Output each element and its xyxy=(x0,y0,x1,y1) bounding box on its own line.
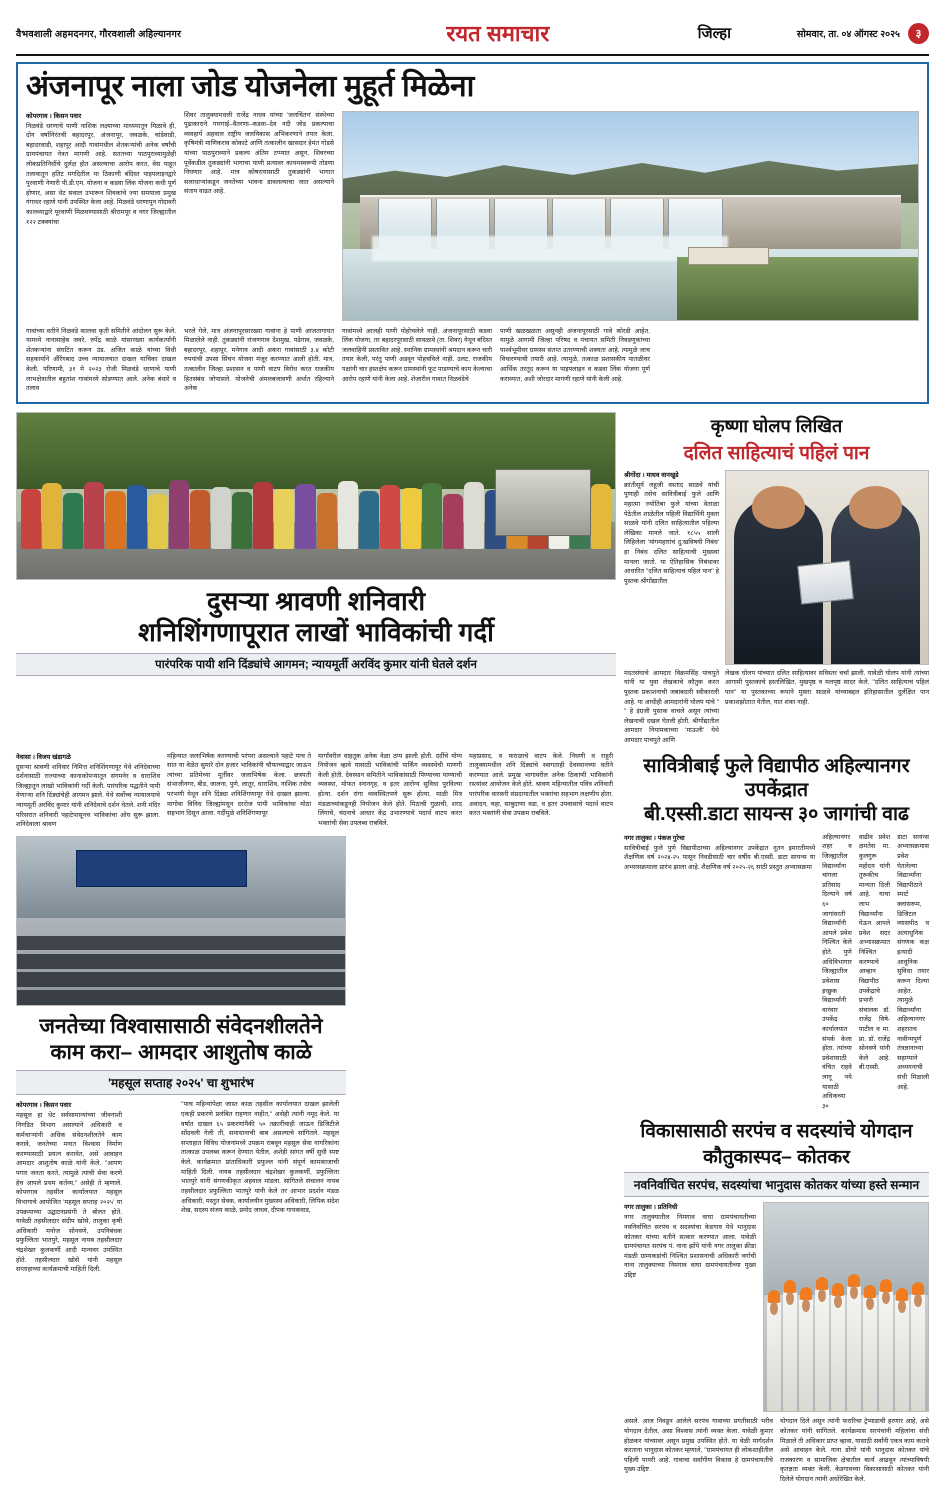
shani-text-block xyxy=(16,752,616,1485)
janata-subhead: 'महसूल सप्ताह २०२५' चा शुभारंभ xyxy=(16,1070,346,1095)
audience-rows xyxy=(17,914,345,1005)
audience-row xyxy=(17,990,345,1005)
person xyxy=(895,1296,909,1411)
turban xyxy=(912,1282,924,1295)
face-right xyxy=(849,486,902,528)
powerhouse-building xyxy=(688,247,769,266)
vikas-headline: विकासासाठी सरपंच व सदस्यांचे योगदान कौतुकास्पद– कोतकर xyxy=(640,1121,913,1169)
savitri-text-3: वाढीव प्रवेश क्षमतेस मा. कुलगुरू महोदय यांनी तुरूकीच मान्यता दिली आहे. याचा लाभ विद्यार्थ्यांना घेऊन आपले प्रवेश सदर अभ्यासक्रमात निश्चित करण्याचे आव्हान विद्यापीठ उपकेंद्राचे प्रभारी संचालक डॉ. राजेंद्र विषे- पाटील व मा. प्रा. डॉ. राजेंद्र सोनवणे यांनी केले आहे. बी.एस्सी. xyxy=(858,833,891,1072)
person xyxy=(401,488,421,549)
head xyxy=(818,1289,826,1302)
turban xyxy=(880,1279,892,1292)
person xyxy=(211,487,231,549)
krishna-byline: श्रीगोंदा । माधव वानखुडे xyxy=(624,471,679,479)
person xyxy=(464,482,484,549)
person xyxy=(359,491,379,549)
head xyxy=(770,1302,778,1315)
water-foam xyxy=(372,236,729,261)
person xyxy=(422,483,442,548)
krishna-headline-line1: कृष्णा घोलप लिखित xyxy=(710,415,843,436)
person xyxy=(443,494,463,549)
shani-text-4: महाप्रसाद, व फराळाचे वाटप केले. निधणी व राहुरी तालुक्यामधील शनि दिंड्यांचे स्वागताही देवस्थानच्या वतीने करण्यात आले. प्रमुख भागावरील अनेक ठिकाणी भाविकांनी रस्त्यांवर आयोजन केले होते. श्रावण महिन्यातील पवित्र शनिवारी पारंपरिक वारकरी संप्रदायातील भक्तांचा सहभाग लक्षणीय होता. अवादन, चहा, साबुदाणा वडा, व इतर उपवासाचे पदार्थ वाटप करत भक्तांनी सेवा उपक्रम राबविले. xyxy=(469,752,613,818)
savitri-headline-line2: बी.एस्सी.डाटा सायन्स ३० जागांची वाढ xyxy=(644,803,909,826)
person xyxy=(253,482,273,548)
person xyxy=(380,485,400,549)
person xyxy=(127,485,147,549)
krishna-text-3: लेखक घोलप यांच्यात दलित साहित्यावर सविस्तर चर्चा झाली. यावेळी घोलप यांनी त्यांच्या आगामी पुस्तकाचे हस्तलिखित, मुखपृष्ठ व मलपृष्ठ सादर केले. ''दलित साहित्याचं पहिलं पान'' या पुस्तकाच्या रूपाने मुक्ता साळवे यांच्याबद्दल इतिहासातील दुर्लक्षित पान प्रकाशझोतात येतील, यात शंका नाही. xyxy=(725,669,929,706)
section-label: जिल्हा xyxy=(697,25,731,42)
newspaper-title: रयत समाचार xyxy=(446,21,550,46)
savitri-text-1: सावित्रीबाई फुले पुणे विद्यापीठाच्या अहिल्यानगर उपकेंद्रात नूतन इमारतीमध्ये शैक्षणिक वर्ष २०२४-२५ पासून निवडीसाठी चार वर्षीय बी.एस्सी. डाटा सायन्स या अभ्यासक्रमाला प्रारंभ झाला आहे. शैक्षणिक वर्ष २०२५-२६ साठी प्रस्तुत अभ्यासक्रमा xyxy=(624,844,816,871)
shani-subhead: पारंपरिक पायी शनि दिंड्यांचे आगमन; न्यायमूर्ती अरविंद कुमार यांनी घेतले दर्शन xyxy=(16,653,616,676)
turban xyxy=(800,1287,812,1300)
person xyxy=(84,482,104,549)
anjanapur-text-5: गावांमध्ये आजही पाणी पोहोचलेले नाही. अंजनापूरसाठी कडवा लिंक योजना, तर बहादरपूरसाठी सावळावे (ता. शिवर) येथून बंदिस्त जलवाहिनी प्रस्तावित आहे. स्थानिक ग्रामस्थांनी श्रमदान करून चारी तयार केली, परंतु पाणी अडवून पोहचविले नाही. उलट, राजकीय पक्षांनी चार हस्तक्षेप करून ग्रामस्थांनी फूट पाडण्याचे काम केल्याचा आरोप रहाणे यांनी केला आहे. शेजारील गावात निळवंडेचे xyxy=(342,327,492,383)
head xyxy=(786,1292,794,1305)
shani-text-2: महिन्यात जलाभिषेक करण्याची परंपरा असल्याने पहाटे पाच ते सात या वेळेत सुमारे दोन हजार भाविकांनी चौफाच्याद्वार जाऊन त्यांच्या प्रतिमेच्या मूर्तीवर जलाभिषेक केला. छत्रपती संभाजीनगर, बीड, जालना, पुणे, लातूर, धाराशिव, नाशिक तसेच परभणी येथून शनि दिंड्या शनिशिंगणापूर येथे दाखल झाल्या. मागोवा विविध जिल्ह्यांमधून दररोज पायी भाविकांचा मोठा सहभाग दिसून आला. गर्दीमुळे शनिशिंगणापूर xyxy=(167,752,311,818)
row-shani-savitri xyxy=(16,752,929,1485)
savitri-text-2: अहिल्यानगर शहर व जिल्ह्यातील विद्यार्थ्यांना चांगला प्रतिसाद दिल्याने वर्ष ६० जागांवरती विद्यार्थ्यांनी आपले प्रवेश निश्चित केले होते. पुणे अधिविभागार जिल्ह्यातील प्रवेशास इच्छुक विद्यार्थ्यांनी वारंवार उपकेंद्र कार्यालयात संपर्क केला होता. त्यांच्या प्रवेशासाठी वंचित राहवे लागू नये यासाठी अधिकच्या ३० xyxy=(822,833,852,1110)
head xyxy=(866,1297,874,1310)
vikas-text-1: नगर तालुक्यातील निमगाव वाघा ग्रामपंचायतीच्या नवनिर्वाचित सरपंच व सदस्यांचा केडगाव येथे भानुदास कोतकर यांच्या वतीने सत्कार करण्यात आला. यावेळी ग्रामपंचायत सरपंच पं. नाना झोंपे यांनी नगर तालुका क्रीडा मंडळी ग्राम्यकडांची निश्चित प्रशासनाची अधिकारी वर्गाची नाना तालुक्याच्या निमगाव वाघा ग्रामपंचायतीच्या मुख्य उद्दिष्ट xyxy=(624,1214,756,1280)
janata-headline-line2: काम करा– आमदार आशुतोष काळे xyxy=(50,1041,312,1065)
anjanapur-text-1: निळवंडे धरणाचे पाणी नाशिक लक्ष्याच्या माध्यमातून मिळावे ही, दोन वर्षानिरंतची बहादरपूर, अंजनापूर, जवळके, चांडेवाडी, बहादरवाडी, शहापूर आदी गावांमधील शेतकऱ्यांची अनेक वर्षांची ग्रामपंचायत नेत्रत मागणी आहे. सततच्या पाठपुराव्यामुळेही लोकप्रतिनिधींचे दुर्लक्ष होत असल्याचा आरोप करत, वेस पाहूत तलावातून हतिट मगदितील या ठिकाणी बंदिस्त पाइपलाइनद्वारे पुरवाणी नेणारी पी.डी.एम. योजना व कडवा लिंक योजना कधी पूर्ण होणार, असा थेट सवाल उभारून शिवकांचे ज्या समयाला प्रमुख गंगाधर रहाणे यांनी उपस्थित केला आहे. मिळवंडे धरणापून गोदावरी कालव्याद्वारे पूरवाणी मिळवण्यासाठी श्रीरामपूर व नगर जिल्ह्यातील १२२ टक्क्यांचा xyxy=(26,122,176,226)
person xyxy=(338,481,358,549)
person xyxy=(317,493,337,549)
page-number-badge: ३ xyxy=(908,23,929,44)
turban xyxy=(768,1290,780,1303)
janata-text-1: महसूल हा थेट सर्वसामान्यांच्या जीवनाशी निगडित विभाग असल्याने अधिकारी व कर्मचाऱ्यांनी अधिक संवेदनशीलतेने काम करावे, जनतेच्या मनात विश्वास निर्माण करण्यासाठी प्रयत्न करावेत, असे आवाहन आमदार आशुतोष काळे यांनी केले. ''आपण पगार जनता करते, त्यामुळे त्यांची सेवा करणे हेच आपले प्रथम कर्तव्य,'' असेही ते म्हणाले. कोपरगाव तहसील कार्यालयात महसूल विभागाचे आयोजित 'महसूल सप्ताह २०२५' या उपक्रमाच्या उद्घाटनप्रसंगी ते बोलत होते. यावेळी तहसीलदार संदीप खोसे, तालुका कृषी अधिकारी मनोज सोनवणे, उपनिबंधक प्रफुल्लिता भातपुरे, महसूल नायब तहसीलदार चंद्रशेखर कुलकर्णी आदी मान्यवर उपस्थित होते. तहसीलदार खोसे यांनी महसूल सप्ताहाच्या कार्यक्रमाची माहिती दिली. xyxy=(16,1112,122,1274)
janata-column-1 xyxy=(16,1100,174,1274)
row-procession-krishna xyxy=(16,412,929,746)
person xyxy=(232,492,252,549)
anjanapur-text-4: भरले गेले, मात्र अंजनापूरसारख्या गावांना हे पाणी आजतागायत मिळालेले नाही. तुकड्यांनी रांजणगाव देशमुख, पढेगाव, जवळके, बहादरपूर, शहापूर, मनेगाव आदी अकरा गावांसाठी ३.४ कोटी रुपयांची उपसा सिंचन योजना मंजूर करण्यात आली होती. मात्र, तत्कालीन जिल्हा प्रशासन व पाणी वाटप विरोध करत राजकीय हितसंबंध जोपासले. योजनेची अंमलबजावणी अर्थात रहिल्याने अनेक xyxy=(184,327,334,393)
truck xyxy=(495,469,591,535)
vikas-subhead: नवनिर्वाचित सरपंच, सदस्यांचा भानुदास कोतकर यांच्या हस्ते सन्मान xyxy=(624,1172,929,1197)
krishna-headline-line2: दलित साहित्याचं पहिलं पान xyxy=(683,442,870,464)
turban xyxy=(816,1277,828,1290)
shani-column-1 xyxy=(16,752,160,830)
anjanapur-text-2: गावांच्या वतीने निळवंडे कालवा कृती समितीने आंदोलन सुरू केले. यामध्ये नानासाहेब जवरे, रुपेंद्र काळे यांसारख्या कार्यकर्त्यांनी शेतकऱ्यांना संघटित करून उंड. अजित काळे यांच्या विधी सहकार्याने अँरिंगबाद उच्च न्यायालयात दाखल याचिका दाखल केली. परिणामी, ३१ मे २०२३ रोजी मिळवंडे धरणाचे पाणी लाभक्षेत्रातील बहुतांश गावांमध्ये सोडण्यात आले. अनेक बंधारे व तलाव xyxy=(26,327,176,393)
person xyxy=(863,1293,877,1411)
book-being-presented xyxy=(797,561,853,605)
janata-headline xyxy=(16,1014,346,1067)
person xyxy=(767,1298,781,1412)
vikas-bottom-columns xyxy=(624,1417,929,1484)
savitri-and-vikas-block xyxy=(624,752,929,1485)
shani-byline: नेवासा । विजय खंडागळे xyxy=(16,753,71,761)
person xyxy=(105,491,125,549)
story-anjanapur xyxy=(16,62,929,404)
event-banner xyxy=(76,850,247,887)
audience-row xyxy=(17,972,345,987)
masthead xyxy=(16,18,929,56)
head xyxy=(914,1294,922,1307)
vikas-body xyxy=(624,1202,929,1412)
person xyxy=(879,1287,893,1412)
issue-date: सोमवार, ता. ०४ ऑगस्ट २०२५ xyxy=(796,28,900,40)
vikas-text-2: असले. आज निवडून आलेले सरपंच गावाच्या प्रगतीसाठी भरीव योगदान देतील, असा विश्वास त्यांनी व्यक्त केला. यावेळी कुमार होळकर यांच्यावर असून प्रमुख उपस्थित होते. या वेळी मार्गदर्शन करताना भानुदास कोतकर म्हणाले, ''ग्रामपंचायत ही लोकशाहीतील पहिली पायरी आहे. गावाचा सर्वांगीण विकास हे ग्रामपंचायतीचे मुख्य उद्दिष्ट xyxy=(624,1418,773,1474)
krishna-text-2: मदतसंघाचे आमदार विक्रमसिंह पाचपुते यांनी या युवा लेखकाचे कौतुक करत पुस्तक प्रकाशनाची जबाबदारी स्वीकारली आहे. या आधीही आमदारांनी घोलप यांचे '' '' हे इंग्रजी पुस्तक वाचले असून त्यांच्या लेखनाची दखल घेतली होती. श्रीगोंद्यातील आमदार नियामकाच्या 'माऊली' येथे आमदार पाचपुते आणि xyxy=(624,669,720,745)
head xyxy=(898,1300,906,1313)
janata-text-block xyxy=(16,1100,346,1274)
anjanapur-byline: कोपरगाव । किसन पवार xyxy=(26,112,82,120)
masthead-right xyxy=(749,23,929,44)
group-photo xyxy=(763,1202,929,1412)
person xyxy=(591,484,611,548)
savitri-headline xyxy=(624,754,929,827)
anjanapur-text-3: शिवर तालुक्यामधली राजेंद्र नाधव यांच्या 'जलचिंतन' संस्थेच्या पुढाकाराने गारगाई–वैतरणा–कडवा–देव नदी जोड प्रकल्पाचा व्यवहार्य अहवाल राष्ट्रीय जलविकास अभिकरणाने तयार केला. कृषिमंत्री माणिकराव कोकाटे आणि तत्कालीन खासदार हेमंत गोडसे यांच्या पाठपुराव्याने प्रकल्प अंतिम टप्प्यात असून, शिवरच्या पूर्वेकडील तुकड्यांनी भागाचा पाणी प्रत्यावर कायमस्वरूपी तोडणा निघणार आहे. मात्र कोषरायासाठी तुकड्यांनी भागात सलाधाऱ्यांकडून जनतेच्या भावना डावलल्याचा जात असल्याने संताप वाढत आहे. xyxy=(184,111,334,196)
person xyxy=(148,494,168,549)
person xyxy=(21,489,41,549)
vegetation-region xyxy=(677,257,919,319)
audience-row xyxy=(17,936,345,951)
person xyxy=(169,480,189,549)
head xyxy=(850,1286,858,1299)
procession-block xyxy=(16,412,616,746)
person xyxy=(63,493,83,549)
turban xyxy=(848,1274,860,1287)
person xyxy=(42,483,62,548)
vikas-column-1 xyxy=(624,1202,756,1412)
shani-headline xyxy=(16,586,616,649)
head xyxy=(802,1299,810,1312)
janata-headline-line1: जनतेच्या विश्वासासाठी संवेदनशीलतेने xyxy=(39,1014,323,1038)
savitri-byline: नगर तालुका । पंकज गुरेचा xyxy=(624,834,685,842)
dam-photo xyxy=(342,111,919,321)
krishna-photo xyxy=(725,470,929,665)
anjanapur-column-1 xyxy=(26,111,176,321)
krishna-text-1: क्रांतीसूर्य लहूजी वस्ताद साळवे यांची पुणाही तसेच सावित्रीबाई फुले आणि महात्मा ज्योतिबा फुले यांच्या वेताळा पेठेतील शाळेतील पहिली विद्यार्थिनी मुक्ता साळवे यांनी दलित साहित्यातील पहिल्या लेखिका मानले जाते. १८५५ साली लिहिलेला 'मांगमहारांचं दु:खविषयी निबंध' हा निबंध दलित साहित्याची मुख्यवा मानला जातो. या ऐतिहासिक निबंधावर आधारित ''दलित साहित्याचं पहिलं पान'' हे पुस्तक श्रीगोंद्यातील xyxy=(624,481,719,585)
head xyxy=(834,1295,842,1308)
anjanapur-column-2 xyxy=(184,111,334,321)
group-of-people xyxy=(764,1249,928,1411)
head xyxy=(882,1291,890,1304)
janata-byline: कोपरगाव । किसन पवार xyxy=(16,1102,72,1110)
masthead-tagline: वैभवशाली अहमदनगर, गौरवशाली अहिल्यानगर xyxy=(16,28,182,40)
person xyxy=(847,1282,861,1412)
person xyxy=(815,1285,829,1412)
savitri-column-1 xyxy=(624,833,815,1112)
person xyxy=(799,1295,813,1412)
krishna-column-1 xyxy=(624,470,719,665)
vikas-text-3: योगदान दिले असून त्यांनी फरारिचा ट्रेप्याडाची हरणार आहे, असे कोतकर यांनी सांगितले. कार्यक्रमास सरपंचांनी महिलांना संधी मिळाले ती अधिकार प्राप्त व्हावा, यासाठी सर्वांनी एकत्र काम करावे असे आवाहन केले. नाना डोंगरे यांनी भानुदास कोतकर यांचे राजकारण व सामाजिक क्षेत्रातील कार्य आढवून त्यांच्याविषयी कृतज्ञता व्यक्त केली. केडगावच्या विकासासाठी कोतकर यांनी दिलेले योगदान त्यांनी अधोरेखित केले. xyxy=(780,1418,929,1484)
person xyxy=(274,489,294,549)
anjanapur-text-6: पाणी खळखळता असूनही अंजनापूरसाठी गावे कोरडी आहेत. यामुळे आगामी जिल्हा परिषद व पंचायत समिती निवडणुकांच्या पार्श्वभूमीवर ग्रामस्थ संतप्त उतरण्याची शक्यता आहे. त्यामुळे जाच विचारण्याची तयारी आहे. त्यामुळे, तत्काळ प्रशासकीय पातळीवर आर्थिक तरतूद करून या पाइपलाइन व कडवा लिंक योजना पूर्ण कराव्यात, अशी जोरदार मागणी रहाणे यांनी केली आहे. xyxy=(500,327,650,383)
meeting-photo xyxy=(16,836,346,1006)
vikas-byline: नगर तालुका । प्रतिनिधी xyxy=(624,1204,678,1212)
krishna-block xyxy=(624,412,929,746)
shani-text-1: दुसऱ्या श्रावणी शनिवार निमित्त शनिशिंगणापूर येथे शनिदेवाच्या दर्शनासाठी राज्याच्या कानाकोपऱ्यातून संगमनेर व धाराशिव जिल्ह्यातून लाखो भाविकांनी गर्दी केली. पारंपरिक पद्धतीने पायी येणाऱ्या शनि दिंड्यांचेही आगमन झाले. येथे सर्वोच्च न्यायालयाचे न्यायमूर्ती अरविंद कुमार यांनी शनिदेवाचे दर्शन घेतले. शनी मंदिर परिसरात शनिवारी पहाटेपासूनच भाविकांचा ओघ सुरू झाला. शनिदेवाला श्रावण xyxy=(16,763,160,829)
person xyxy=(831,1291,845,1411)
shani-headline-line2: शनिशिंगणापूरात लाखों भाविकांची गर्दी xyxy=(138,617,494,648)
janata-text-2: ''पाच महिन्यांपेक्षा जास्त काळ तहसील कार्यालयात दाखल झालेली एकही प्रकरणे प्रलंबित राहणार नाहीत,'' असेही त्यांनी नमूद केले. या वर्षात दाखल ६५ प्रकरणांपैकी ५० तक्रारींचाही जाऊन डिजिटीजे सोंदवली गेली ती, समाधानाची बाब असल्याचे सांगितले. महसूल सप्ताहात विविध योजनांमध्ये उपक्रम राबवून महसूल सेवा नागरिकांना तात्काळ उपलब्ध करून देण्यात येतील, अशेही सांगत वर्षी सुधी स्पष्ट केले. कार्यक्रमात प्रांताधिकारी प्रफुल्ल यांनी संपूर्ण कामकाजाची माहिती दिली. नायब तहसीलदार चंद्रशेखर कुलकर्णी, प्रफुल्लिता भातपुरे यांनी संगणकीकृत अहवाल मांडला. सांगितले संचालन नायब तहसीलदार प्रफुल्लिता भातपुरे यांनी केले तर आभार प्रदर्शन मंडळ अधिकारी, मस्तुत सेवक, कार्यालयीन मुख्यस्थ अधिकारी, लिपिक संदेश शेख, सदस्य संजय काळे, प्रमोद जाधव, दीपक गायकवाड, xyxy=(181,1101,339,1215)
person xyxy=(295,484,315,548)
savitri-text-block xyxy=(624,833,929,1112)
procession-photo xyxy=(16,412,616,580)
person xyxy=(783,1288,797,1411)
audience-row xyxy=(17,954,345,969)
savitri-headline-line1: सावित्रीबाई फुले विद्यापीठ अहिल्यानगर उपकेंद्रात xyxy=(643,754,910,802)
person xyxy=(911,1290,925,1412)
face-left xyxy=(752,486,805,528)
shani-headline-line1: दुसऱ्या श्रावणी शनिवारी xyxy=(206,585,426,616)
shani-text-3: मार्गांवरील वाहतूक अनेक वेळा ठप्प झाली होती. दर्दीचे योग्य नियोजन व्हावे यासाठी भाविकांची पार्किंग व्यवस्थेची माणगी केली होती. देवस्थान समितीने भाविकांसाठी पिण्याच्या पाण्याची व्यवस्था, मोफत स्नानगृह, व इतर आरोग्य सुविधा पुरविल्या होत्या. दर्शन रांगा व्यवस्थितपणे सुरू होत्या. माळी मित्र मंडळाच्यांकडूनही नियोजन केले होते. मिठाची गुळाची, शरद लिंगाचे, चंदनाचे आधार केंद्र उभारण्याचे पदार्थ वाटप करत भक्तांची सेवा उपलब्ध राबविले. xyxy=(318,752,462,827)
anjanapur-headline: अंजनापूर नाला जोड योजनेला मुहूर्त मिळेना xyxy=(26,70,475,103)
savitri-text-4: डाटा सायन्स अभ्यासक्रमास प्रवेश घेतलेल्या विद्यार्थ्यांना विद्यापीठाने स्मार्ट क्लासरूम, डिजिटल व्यासपीठ व अत्याधुनिक संगणक कक्ष इत्यादी आधुनिक सुविधा तयार करून दिल्या आहेत. त्यामुळे विद्यार्थ्यांना अहिल्यानगर शहरातच नावीन्यपूर्ण तंत्रज्ञानाच्या सहाय्याने अध्ययनाची संधी मिळाली आहे. xyxy=(897,833,929,1091)
person xyxy=(190,490,210,549)
